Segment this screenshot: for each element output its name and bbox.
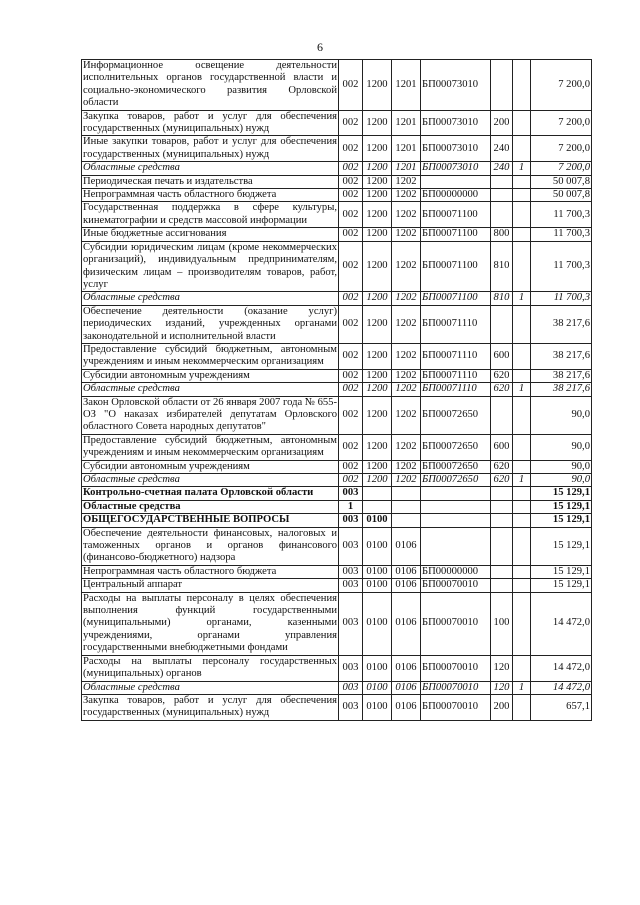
cell-target-code: [421, 514, 491, 527]
cell-amount: 15 129,1: [531, 500, 592, 513]
cell-amount: 90,0: [531, 460, 592, 473]
cell-subsection-code: [392, 487, 421, 500]
cell-expense-type-code: 200: [491, 110, 513, 136]
cell-source-code: [513, 527, 531, 565]
cell-source-code: [513, 175, 531, 188]
cell-section-code: 1200: [363, 175, 392, 188]
cell-subsection-code: 1202: [392, 292, 421, 305]
cell-department-code: 002: [339, 292, 363, 305]
cell-section-code: 1200: [363, 383, 392, 396]
table-row: [82, 694, 592, 720]
cell-expense-type-code: [491, 514, 513, 527]
cell-name: Закупка товаров, работ и услуг для обеспечения государственных (муниципальных) нужд: [83, 110, 337, 135]
cell-name: Субсидии автономным учреждениям: [82, 369, 339, 382]
cell-source-code: [513, 136, 531, 162]
cell-target-code: БП00070010: [421, 579, 491, 592]
table-row: [82, 136, 592, 162]
cell-target-code: БП00070010: [421, 681, 491, 694]
cell-source-code: [513, 592, 531, 655]
cell-expense-type-code: 120: [491, 681, 513, 694]
cell-subsection-code: 1202: [392, 343, 421, 369]
cell-target-code: БП00000000: [421, 189, 491, 202]
table-row: [82, 292, 592, 305]
cell-department-code: 002: [339, 60, 363, 111]
cell-target-code: БП00071100: [421, 202, 491, 228]
cell-amount: 14 472,0: [531, 655, 592, 681]
cell-subsection-code: 0106: [392, 579, 421, 592]
cell-amount: 14 472,0: [531, 592, 592, 655]
cell-section-code: [363, 500, 392, 513]
cell-source-code: 1: [513, 383, 531, 396]
cell-expense-type-code: 620: [491, 369, 513, 382]
cell-department-code: 002: [339, 474, 363, 487]
cell-section-code: 1200: [363, 460, 392, 473]
cell-target-code: БП00072650: [421, 434, 491, 460]
cell-name: Непрограммная часть областного бюджета: [82, 565, 339, 578]
table-row: [82, 175, 592, 188]
cell-expense-type-code: 200: [491, 694, 513, 720]
cell-section-code: 1200: [363, 343, 392, 369]
cell-section-code: 1200: [363, 305, 392, 343]
table-row: [82, 434, 592, 460]
cell-source-code: 1: [513, 162, 531, 175]
cell-source-code: [513, 694, 531, 720]
cell-source-code: 1: [513, 681, 531, 694]
cell-target-code: БП00071100: [421, 228, 491, 241]
cell-amount: 15 129,1: [531, 514, 592, 527]
table-row: [82, 460, 592, 473]
cell-amount: 90,0: [531, 474, 592, 487]
cell-section-code: [363, 487, 392, 500]
cell-target-code: БП00073010: [421, 136, 491, 162]
cell-subsection-code: 1202: [392, 434, 421, 460]
cell-target-code: БП00073010: [421, 60, 491, 111]
cell-target-code: БП00070010: [421, 655, 491, 681]
cell-amount: 38 217,6: [531, 343, 592, 369]
table-row: [82, 241, 592, 292]
cell-source-code: [513, 396, 531, 434]
cell-amount: 38 217,6: [531, 383, 592, 396]
cell-source-code: [513, 500, 531, 513]
cell-section-code: 1200: [363, 136, 392, 162]
cell-amount: 15 129,1: [531, 579, 592, 592]
cell-section-code: 0100: [363, 592, 392, 655]
cell-subsection-code: [392, 500, 421, 513]
cell-expense-type-code: 240: [491, 162, 513, 175]
cell-name: ОБЩЕГОСУДАРСТВЕННЫЕ ВОПРОСЫ: [82, 514, 339, 527]
cell-subsection-code: 1201: [392, 60, 421, 111]
cell-subsection-code: 1202: [392, 383, 421, 396]
cell-source-code: [513, 241, 531, 292]
cell-amount: 38 217,6: [531, 369, 592, 382]
cell-expense-type-code: 620: [491, 460, 513, 473]
cell-target-code: [421, 487, 491, 500]
cell-subsection-code: 1202: [392, 202, 421, 228]
cell-target-code: БП00000000: [421, 565, 491, 578]
cell-department-code: 003: [339, 694, 363, 720]
cell-target-code: [421, 175, 491, 188]
cell-target-code: [421, 527, 491, 565]
cell-department-code: 003: [339, 487, 363, 500]
cell-department-code: 002: [339, 228, 363, 241]
cell-source-code: [513, 189, 531, 202]
cell-subsection-code: 1202: [392, 460, 421, 473]
cell-source-code: 1: [513, 474, 531, 487]
cell-target-code: БП00071110: [421, 343, 491, 369]
page-number: 6: [317, 40, 323, 54]
cell-target-code: БП00073010: [421, 162, 491, 175]
cell-amount: 7 200,0: [531, 136, 592, 162]
cell-expense-type-code: [491, 396, 513, 434]
table-row: [82, 396, 592, 434]
cell-department-code: 002: [339, 202, 363, 228]
table-row: [82, 110, 592, 136]
cell-name: Непрограммная часть областного бюджета: [82, 189, 339, 202]
cell-department-code: 003: [339, 655, 363, 681]
cell-department-code: 002: [339, 110, 363, 136]
cell-amount: 11 700,3: [531, 292, 592, 305]
cell-section-code: 0100: [363, 527, 392, 565]
cell-department-code: 003: [339, 681, 363, 694]
cell-source-code: [513, 460, 531, 473]
cell-expense-type-code: 810: [491, 241, 513, 292]
table-row: [82, 655, 592, 681]
cell-expense-type-code: [491, 565, 513, 578]
cell-section-code: 1200: [363, 228, 392, 241]
cell-subsection-code: 0106: [392, 527, 421, 565]
cell-amount: 657,1: [531, 694, 592, 720]
table-row: [82, 383, 592, 396]
cell-expense-type-code: [491, 487, 513, 500]
cell-source-code: [513, 202, 531, 228]
table-row: [82, 527, 592, 565]
cell-subsection-code: 1202: [392, 396, 421, 434]
cell-section-code: 1200: [363, 434, 392, 460]
cell-name: Предоставление субсидий бюджетным, автономным учреждениям и иным некоммерческим организациям: [83, 343, 337, 368]
cell-subsection-code: 1201: [392, 162, 421, 175]
cell-target-code: БП00072650: [421, 474, 491, 487]
cell-subsection-code: 0106: [392, 592, 421, 655]
cell-department-code: 003: [339, 527, 363, 565]
cell-target-code: БП00073010: [421, 110, 491, 136]
cell-expense-type-code: [491, 202, 513, 228]
cell-target-code: БП00071110: [421, 383, 491, 396]
cell-amount: 50 007,8: [531, 175, 592, 188]
cell-section-code: 0100: [363, 681, 392, 694]
cell-target-code: БП00070010: [421, 694, 491, 720]
cell-source-code: [513, 110, 531, 136]
cell-section-code: 1200: [363, 292, 392, 305]
cell-target-code: БП00072650: [421, 460, 491, 473]
cell-subsection-code: 1202: [392, 369, 421, 382]
table-row: [82, 579, 592, 592]
cell-name: Контрольно-счетная палата Орловской области: [82, 487, 339, 500]
cell-section-code: 1200: [363, 60, 392, 111]
table-body: [82, 60, 592, 721]
cell-department-code: 002: [339, 189, 363, 202]
cell-target-code: [421, 500, 491, 513]
table-row: [82, 305, 592, 343]
cell-amount: 15 129,1: [531, 487, 592, 500]
cell-expense-type-code: [491, 305, 513, 343]
cell-source-code: [513, 655, 531, 681]
cell-target-code: БП00071110: [421, 369, 491, 382]
cell-name: Субсидии автономным учреждениям: [82, 460, 339, 473]
cell-name: Областные средства: [82, 681, 339, 694]
cell-source-code: [513, 369, 531, 382]
cell-department-code: 003: [339, 592, 363, 655]
cell-section-code: 0100: [363, 514, 392, 527]
cell-name: Информационное освещение деятельности исполнительных органов государственной власти и социально-экономического развития Орловской области: [83, 60, 337, 109]
cell-source-code: 1: [513, 292, 531, 305]
cell-subsection-code: 0106: [392, 694, 421, 720]
cell-amount: 15 129,1: [531, 527, 592, 565]
cell-expense-type-code: 240: [491, 136, 513, 162]
cell-name: Иные закупки товаров, работ и услуг для обеспечения государственных (муниципальных) нужд: [83, 136, 337, 160]
cell-target-code: БП00072650: [421, 396, 491, 434]
cell-amount: 14 472,0: [531, 681, 592, 694]
table-row: [82, 343, 592, 369]
cell-name: Центральный аппарат: [82, 579, 339, 592]
cell-subsection-code: 0106: [392, 681, 421, 694]
cell-expense-type-code: 620: [491, 383, 513, 396]
cell-source-code: [513, 434, 531, 460]
cell-name: Областные средства: [82, 383, 339, 396]
cell-amount: 90,0: [531, 434, 592, 460]
cell-section-code: 1200: [363, 369, 392, 382]
cell-subsection-code: 1201: [392, 110, 421, 136]
cell-name: Обеспечение деятельности (оказание услуг) периодических изданий, учрежденных органами законодательной и исполнительной власти: [83, 305, 337, 342]
cell-subsection-code: 0106: [392, 655, 421, 681]
cell-name: Закупка товаров, работ и услуг для обеспечения государственных (муниципальных) нужд: [83, 694, 337, 719]
cell-expense-type-code: 100: [491, 592, 513, 655]
cell-section-code: 1200: [363, 474, 392, 487]
cell-department-code: 002: [339, 369, 363, 382]
cell-source-code: [513, 305, 531, 343]
cell-subsection-code: 1202: [392, 189, 421, 202]
cell-name: Обеспечение деятельности финансовых, налоговых и таможенных органов и органов финансового (финансово-бюджетного) надзора: [83, 527, 337, 564]
cell-amount: 15 129,1: [531, 565, 592, 578]
cell-department-code: 002: [339, 343, 363, 369]
cell-amount: 38 217,6: [531, 305, 592, 343]
cell-name: Иные бюджетные ассигнования: [82, 228, 339, 241]
table-row: [82, 202, 592, 228]
cell-amount: 50 007,8: [531, 189, 592, 202]
table-row: [82, 369, 592, 382]
table-row: [82, 189, 592, 202]
cell-amount: 7 200,0: [531, 60, 592, 111]
table-row: [82, 681, 592, 694]
cell-department-code: 003: [339, 579, 363, 592]
cell-name: Областные средства: [82, 162, 339, 175]
cell-expense-type-code: [491, 175, 513, 188]
cell-section-code: 0100: [363, 579, 392, 592]
cell-name: Субсидии юридическим лицам (кроме некоммерческих организаций), индивидуальным предпринимателям, физическим лицам – производителям товаров, работ, услуг: [83, 241, 337, 290]
cell-name: Областные средства: [82, 292, 339, 305]
cell-section-code: 1200: [363, 202, 392, 228]
cell-source-code: [513, 487, 531, 500]
table-row: [82, 474, 592, 487]
cell-expense-type-code: 800: [491, 228, 513, 241]
cell-name: Расходы на выплаты персоналу государственных (муниципальных) органов: [83, 655, 337, 680]
cell-section-code: 0100: [363, 565, 392, 578]
cell-department-code: 002: [339, 434, 363, 460]
table-row: [82, 565, 592, 578]
cell-expense-type-code: [491, 527, 513, 565]
cell-name: Периодическая печать и издательства: [82, 175, 339, 188]
table-row: [82, 60, 592, 111]
cell-target-code: БП00071110: [421, 305, 491, 343]
table-row: [82, 228, 592, 241]
cell-subsection-code: [392, 514, 421, 527]
cell-expense-type-code: 600: [491, 434, 513, 460]
table-row: [82, 487, 592, 500]
cell-amount: 11 700,3: [531, 228, 592, 241]
table-row: [82, 592, 592, 655]
budget-table: [81, 59, 592, 721]
cell-department-code: 002: [339, 241, 363, 292]
cell-expense-type-code: 120: [491, 655, 513, 681]
cell-amount: 7 200,0: [531, 110, 592, 136]
cell-section-code: 1200: [363, 241, 392, 292]
cell-target-code: БП00070010: [421, 592, 491, 655]
cell-subsection-code: 1202: [392, 175, 421, 188]
table-row: [82, 514, 592, 527]
cell-section-code: 1200: [363, 189, 392, 202]
cell-source-code: [513, 60, 531, 111]
cell-name: Расходы на выплаты персоналу в целях обеспечения выполнения функций государственными (муниципальными) органами, казенными учреждениями, органами управления государственными внебюджетными фондами: [83, 592, 337, 654]
cell-expense-type-code: 810: [491, 292, 513, 305]
cell-department-code: 002: [339, 175, 363, 188]
cell-department-code: 002: [339, 136, 363, 162]
cell-department-code: 003: [339, 565, 363, 578]
cell-department-code: 1: [339, 500, 363, 513]
cell-department-code: 002: [339, 383, 363, 396]
cell-name: Закон Орловской области от 26 января 2007 года № 655-ОЗ "О наказах избирателей депутатам Орловского областного Совета народных депутатов": [83, 396, 337, 433]
cell-section-code: 1200: [363, 162, 392, 175]
cell-department-code: 002: [339, 460, 363, 473]
cell-expense-type-code: [491, 500, 513, 513]
cell-amount: 11 700,3: [531, 202, 592, 228]
cell-section-code: 1200: [363, 110, 392, 136]
cell-section-code: 0100: [363, 655, 392, 681]
cell-section-code: 0100: [363, 694, 392, 720]
cell-expense-type-code: [491, 579, 513, 592]
cell-subsection-code: 1201: [392, 136, 421, 162]
cell-target-code: БП00071100: [421, 241, 491, 292]
cell-subsection-code: 1202: [392, 228, 421, 241]
cell-source-code: [513, 228, 531, 241]
cell-subsection-code: 1202: [392, 241, 421, 292]
cell-source-code: [513, 565, 531, 578]
cell-source-code: [513, 514, 531, 527]
cell-subsection-code: 1202: [392, 474, 421, 487]
cell-expense-type-code: 620: [491, 474, 513, 487]
cell-amount: 11 700,3: [531, 241, 592, 292]
cell-department-code: 003: [339, 514, 363, 527]
cell-expense-type-code: 600: [491, 343, 513, 369]
cell-name: Областные средства: [82, 474, 339, 487]
cell-source-code: [513, 579, 531, 592]
table-row: [82, 500, 592, 513]
cell-amount: 7 200,0: [531, 162, 592, 175]
cell-name: Областные средства: [82, 500, 339, 513]
cell-expense-type-code: [491, 60, 513, 111]
cell-department-code: 002: [339, 162, 363, 175]
cell-amount: 90,0: [531, 396, 592, 434]
cell-name: Предоставление субсидий бюджетным, автономным учреждениям и иным некоммерческим организациям: [83, 434, 337, 459]
cell-subsection-code: 0106: [392, 565, 421, 578]
cell-subsection-code: 1202: [392, 305, 421, 343]
cell-name: Государственная поддержка в сфере культуры, кинематографии и средств массовой информации: [83, 202, 337, 226]
table-row: [82, 162, 592, 175]
cell-department-code: 002: [339, 396, 363, 434]
cell-department-code: 002: [339, 305, 363, 343]
cell-target-code: БП00071100: [421, 292, 491, 305]
cell-expense-type-code: [491, 189, 513, 202]
cell-section-code: 1200: [363, 396, 392, 434]
cell-source-code: [513, 343, 531, 369]
